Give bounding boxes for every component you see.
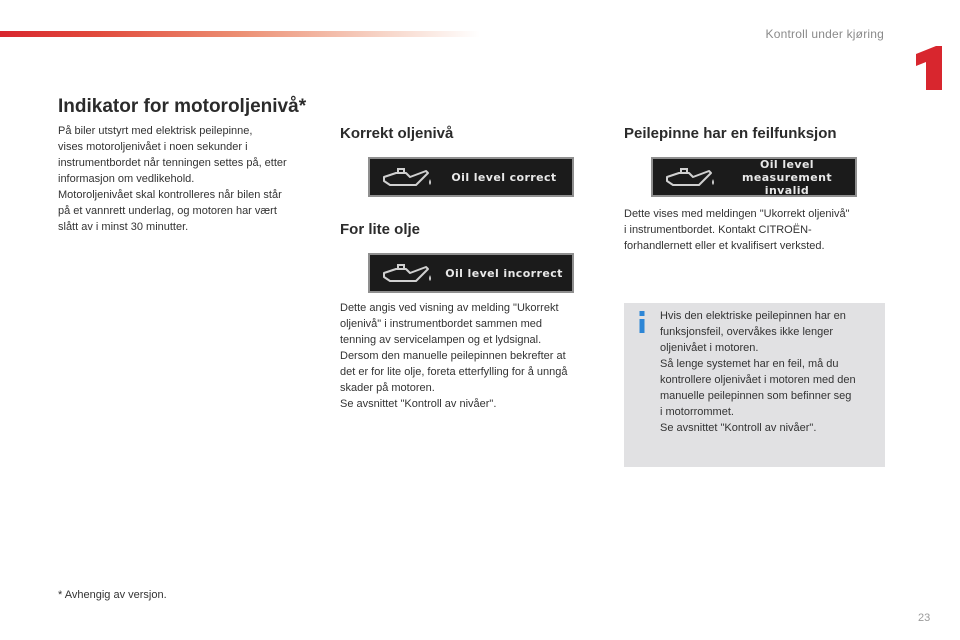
section-title-low: For lite olje (340, 221, 421, 238)
display-oil-level-correct (368, 157, 574, 197)
info-line: Så lenge systemet har en feil, må du (660, 358, 839, 370)
info-line: oljenivået i motoren. (660, 342, 759, 354)
body-line: i instrumentbordet. Kontakt CITROËN- (624, 224, 812, 236)
info-line: manuelle peilepinnen som befinner seg (660, 390, 852, 402)
oil-can-icon (376, 163, 436, 191)
intro-line: på et vannrett underlag, og motoren har vært (58, 205, 277, 217)
chapter-number (908, 44, 952, 96)
page-title: Indikator for motoroljenivå* (58, 96, 307, 117)
info-line: funksjonsfeil, overvåkes ikke lenger (660, 326, 834, 338)
body-line: Dette vises med meldingen "Ukorrekt oljenivå" (624, 208, 850, 220)
chapter-title: Kontroll under kjøring (765, 27, 884, 41)
body-line: Dersom den manuelle peilepinnen bekrefter at (340, 350, 566, 362)
intro-line: Motoroljenivået skal kontrolleres når bilen står (58, 189, 282, 201)
display-text: Oil level correct (451, 170, 557, 184)
intro-line: informasjon om vedlikehold. (58, 173, 195, 185)
intro-line: vises motoroljenivået i noen sekunder i (58, 141, 248, 153)
intro-line: instrumentbordet når tenningen settes på, etter (58, 157, 287, 169)
info-line: Se avsnittet "Kontroll av nivåer". (660, 422, 817, 434)
low-oil-text (340, 300, 606, 412)
display-line: Oil level (760, 157, 814, 171)
header-accent-bar (0, 31, 480, 37)
intro-line: På biler utstyrt med elektrisk peilepinne, (58, 125, 253, 137)
intro-text (58, 123, 320, 235)
info-text (660, 308, 882, 436)
display-measurement-invalid (651, 157, 857, 197)
body-line: skader på motoren. (340, 382, 435, 394)
oil-can-icon (376, 259, 436, 287)
page-number: 23 (918, 612, 931, 624)
section-title-fault: Peilepinne har en feilfunksjon (624, 125, 837, 142)
section-title-correct: Korrekt oljenivå (340, 125, 454, 142)
info-line: i motorrommet. (660, 406, 734, 418)
display-oil-level-incorrect (368, 253, 574, 293)
body-line: tenning av servicelampen og et lydsignal. (340, 334, 542, 346)
footnote: * Avhengig av versjon. (58, 589, 167, 601)
fault-text (624, 206, 890, 254)
display-text (719, 158, 855, 197)
oil-can-icon (659, 163, 719, 191)
body-line: Dette angis ved visning av melding "Ukorrekt (340, 302, 559, 314)
info-line: Hvis den elektriske peilepinnen har en (660, 310, 846, 322)
display-text: Oil level incorrect (445, 266, 563, 280)
intro-line: slått av i minst 30 minutter. (58, 221, 189, 233)
body-line: Se avsnittet "Kontroll av nivåer". (340, 398, 497, 410)
info-icon (637, 311, 647, 333)
body-line: oljenivå" i instrumentbordet sammen med (340, 318, 542, 330)
info-line: kontrollere oljenivået i motoren med den (660, 374, 856, 386)
display-line: measurement invalid (741, 170, 833, 197)
body-line: forhandlernett eller et kvalifisert verksted. (624, 240, 825, 252)
body-line: det er for lite olje, foreta etterfylling for å unngå (340, 366, 568, 378)
info-box (624, 303, 885, 467)
